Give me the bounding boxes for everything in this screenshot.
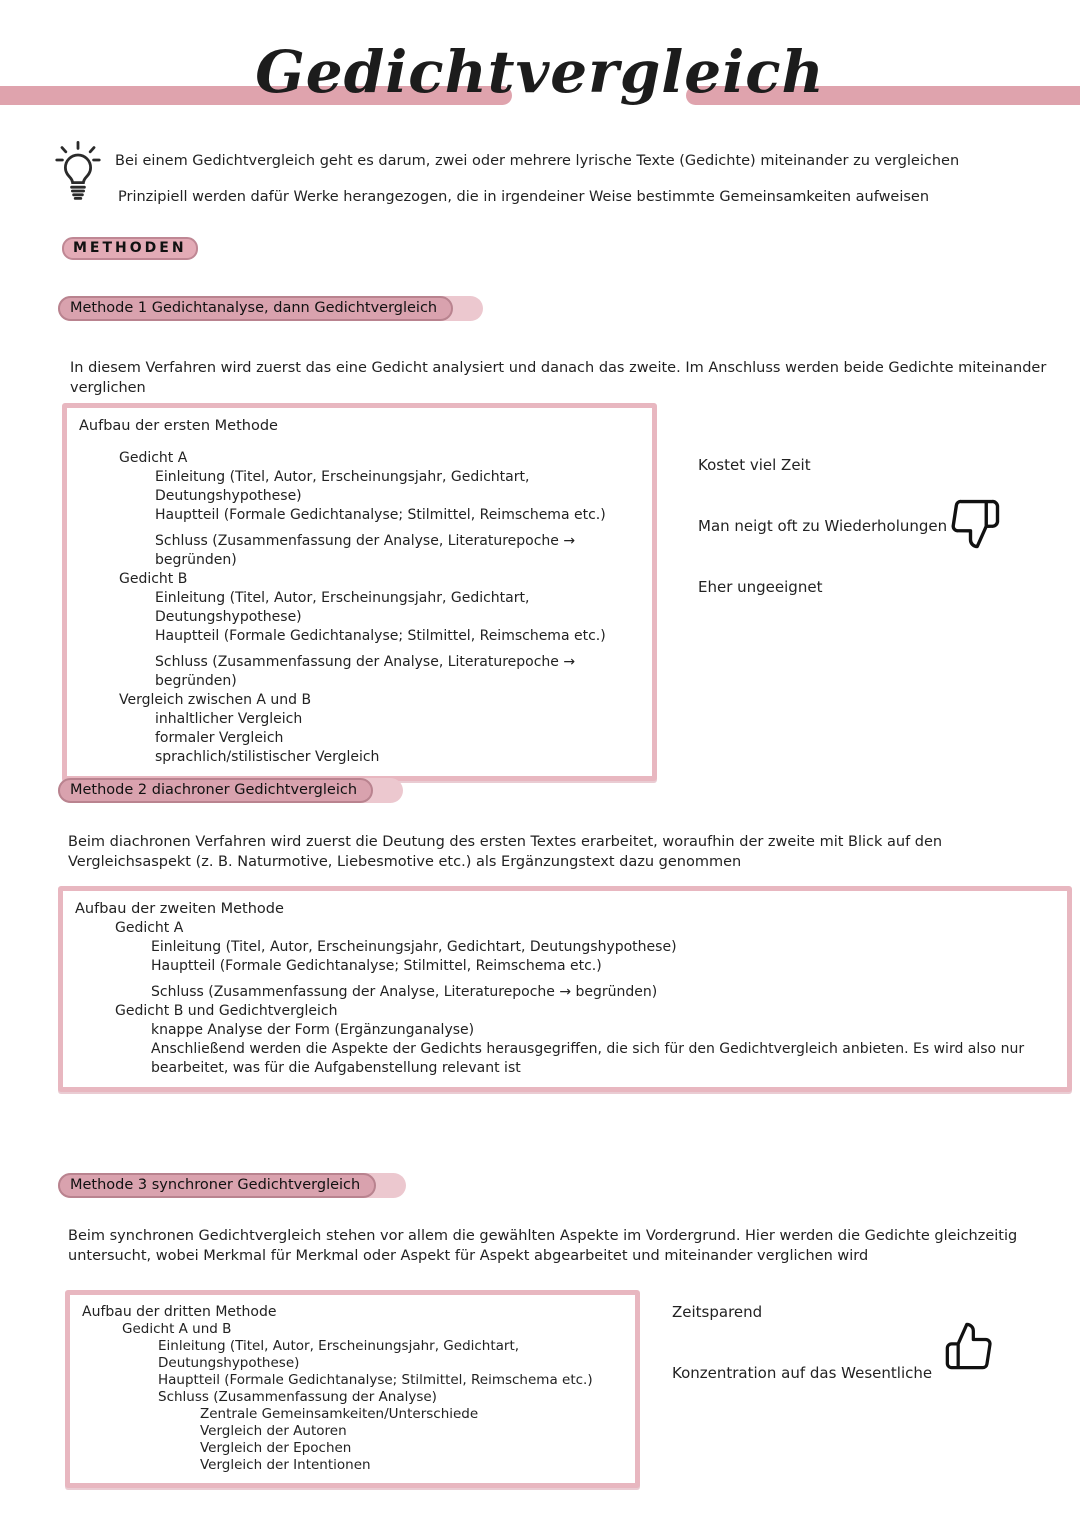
box-list-item: Gedicht B	[119, 571, 188, 587]
method3-intro: Beim synchronen Gedichtvergleich stehen vor allem die gewählten Aspekte im Vordergrund. Hier werden die Gedichte gleichzeitig untersucht, wobei Merkmal für Merkmal oder Aspekt für Aspekt abgearbeitet und miteinander verglichen wird	[68, 1228, 1018, 1264]
thumbs-up-icon	[943, 1320, 995, 1372]
method1-box-list	[79, 449, 640, 767]
lightbulb-icon	[50, 140, 106, 202]
method1-box-title: Aufbau der ersten Methode	[79, 418, 278, 434]
box-list-item: Hauptteil (Formale Gedichtanalyse; Stilmittel, Reimschema etc.)	[155, 507, 606, 523]
method2-intro: Beim diachronen Verfahren wird zuerst die Deutung des ersten Textes erarbeitet, woraufhin der zweite mit Blick auf den Vergleichsaspekt (z. B. Naturmotive, Liebesmotive etc.) als Ergänzungstext dazu genommen	[68, 834, 943, 870]
method1-note-3: Eher ungeeignet	[698, 578, 823, 596]
box-list-item: Hauptteil (Formale Gedichtanalyse; Stilmittel, Reimschema etc.)	[151, 958, 602, 974]
method3-pill-label: Methode 3 synchroner Gedichtvergleich	[58, 1173, 376, 1198]
thumbs-down-icon	[948, 497, 1002, 551]
box-list-item: Zentrale Gemeinsamkeiten/Unterschiede	[200, 1406, 479, 1422]
box-list-item: Einleitung (Titel, Autor, Erscheinungsjahr, Gedichtart, Deutungshypothese)	[158, 1338, 520, 1371]
intro-line-2: Prinzipiell werden dafür Werke herangezogen, die in irgendeiner Weise bestimmte Gemeinsamkeiten aufweisen	[118, 189, 930, 205]
box-list-item: sprachlich/stilistischer Vergleich	[155, 749, 380, 765]
box-list-item: Einleitung (Titel, Autor, Erscheinungsjahr, Gedichtart, Deutungshypothese)	[155, 590, 530, 625]
method1-box	[62, 403, 657, 781]
box-list-item: Vergleich der Epochen	[200, 1440, 352, 1456]
box-list-item: Gedicht A und B	[122, 1321, 232, 1337]
method2-pill-label: Methode 2 diachroner Gedichtvergleich	[58, 778, 373, 803]
box-list-item: Schluss (Zusammenfassung der Analyse)	[158, 1389, 437, 1405]
box-list-item: Vergleich der Intentionen	[200, 1457, 371, 1473]
methoden-label: METHODEN	[62, 237, 198, 260]
method2-box	[58, 886, 1072, 1092]
method3-note-2: Konzentration auf das Wesentliche	[672, 1364, 933, 1382]
box-list-item: knappe Analyse der Form (Ergänzunganalyse)	[151, 1022, 475, 1038]
box-list-item: Vergleich zwischen A und B	[119, 692, 312, 708]
method2-box-title: Aufbau der zweiten Methode	[75, 901, 284, 917]
method1-intro: In diesem Verfahren wird zuerst das eine Gedicht analysiert und danach das zweite. Im Anschluss werden beide Gedichte miteinander verglichen	[70, 360, 1047, 396]
box-list-item: Schluss (Zusammenfassung der Analyse, Literaturepoche → begründen)	[155, 654, 576, 689]
method1-pill	[58, 296, 483, 321]
box-list-item: Vergleich der Autoren	[200, 1423, 347, 1439]
method1-note-2: Man neigt oft zu Wiederholungen	[698, 517, 948, 535]
method3-note-1: Zeitsparend	[672, 1303, 763, 1321]
method2-box-list	[75, 919, 1055, 1078]
method1-note-1: Kostet viel Zeit	[698, 456, 811, 474]
box-list-item: Hauptteil (Formale Gedichtanalyse; Stilmittel, Reimschema etc.)	[155, 628, 606, 644]
box-list-item: Gedicht B und Gedichtvergleich	[115, 1003, 338, 1019]
method3-pill	[58, 1173, 406, 1198]
box-list-item: Schluss (Zusammenfassung der Analyse, Literaturepoche → begründen)	[155, 533, 576, 568]
method3-box-list	[82, 1321, 623, 1474]
box-list-item: Gedicht A	[115, 920, 184, 936]
method3-box-title: Aufbau der dritten Methode	[82, 1304, 277, 1320]
method1-pill-label: Methode 1 Gedichtanalyse, dann Gedichtvergleich	[58, 296, 453, 321]
box-list-item: Schluss (Zusammenfassung der Analyse, Literaturepoche → begründen)	[151, 984, 658, 1000]
box-list-item: Gedicht A	[119, 450, 188, 466]
intro-line-1: Bei einem Gedichtvergleich geht es darum, zwei oder mehrere lyrische Texte (Gedichte) miteinander zu vergleichen	[115, 153, 960, 169]
method2-pill	[58, 778, 403, 803]
method3-box	[65, 1290, 640, 1488]
box-list-item: Einleitung (Titel, Autor, Erscheinungsjahr, Gedichtart, Deutungshypothese)	[151, 939, 677, 955]
page-title: Gedichtvergleich	[255, 38, 825, 106]
box-list-item: inhaltlicher Vergleich	[155, 711, 303, 727]
box-list-item: Einleitung (Titel, Autor, Erscheinungsjahr, Gedichtart, Deutungshypothese)	[155, 469, 530, 504]
box-list-item: Hauptteil (Formale Gedichtanalyse; Stilmittel, Reimschema etc.)	[158, 1372, 593, 1388]
box-list-item: Anschließend werden die Aspekte der Gedichts herausgegriffen, die sich für den Gedichtvergleich anbieten. Es wird also nur bearbeitet, was für die Aufgabenstellung relevant ist	[151, 1041, 1025, 1076]
box-list-item: formaler Vergleich	[155, 730, 284, 746]
